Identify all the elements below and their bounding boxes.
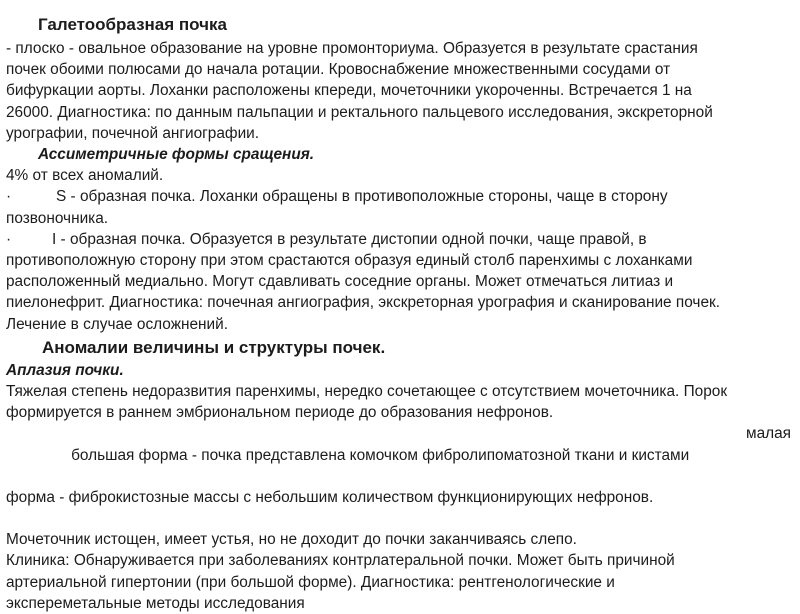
section-heading-anomalies: Аномалии величины и структуры почек.	[42, 337, 386, 357]
text-line: - плоско - овальное образование на уровне промонториума. Образуется в результате срастания	[6, 40, 698, 57]
intro-line: 4% от всех аномалий.	[6, 167, 164, 185]
section1-paragraph	[6, 38, 790, 144]
section-heading-galetoobraznaya: Галетообразная почка	[38, 15, 227, 34]
text-line: формируется в раннем эмбриональном периоде до образования нефронов.	[6, 404, 554, 422]
text-line: позвоночника.	[6, 209, 109, 227]
list-item	[6, 229, 790, 335]
text-line: экспереметальные методы исследования	[6, 594, 305, 612]
text-line: пиелонефрит. Диагностика: почечная ангиография, экскреторная урография и сканирование почек.	[6, 294, 721, 312]
text-line: 26000. Диагностика: по данным пальпации и ректального пальцевого исследования, экскреторной	[6, 103, 713, 121]
text-line: артериальной гипертонии (при большой форме). Диагностика: рентгенологические и	[6, 573, 615, 591]
text-line: противоположную сторону при этом срастаются образуя единый столб паренхимы с лоханками	[6, 252, 693, 270]
list-item	[6, 186, 790, 228]
text-line: бифуркации аорты. Лоханки расположены кпереди, мочеточники укороченны. Встречается 1 на	[6, 82, 692, 100]
forms-right-text: малая	[746, 425, 792, 443]
subheading-aplasia: Аплазия почки.	[6, 361, 124, 379]
list-item-text: S - образная почка. Лоханки обращены в противоположные стороны, чаще в сторону	[56, 188, 668, 206]
text-line: Мочеточник истощен, имеет устья, но не доходит до почки заканчиваясь слепо.	[6, 531, 577, 549]
text-line: расположенный медиально. Могут сдавливать соседние органы. Может отмечаться литиаз и	[6, 273, 674, 291]
subheading-asymmetric-forms: Ассиметричные формы сращения.	[38, 146, 315, 164]
text-line: Лечение в случае осложнений.	[6, 315, 229, 333]
text-line: форма - фиброкистозные массы с небольшим количеством функционирующих нефронов.	[6, 489, 654, 507]
blank-line	[6, 508, 790, 529]
text-line: Тяжелая степень недоразвития паренхимы, нередко сочетающее с отсутствием мочеточника. Порок	[6, 383, 728, 401]
bullet-marker: ·	[6, 188, 12, 206]
forms-line	[6, 423, 790, 487]
text-line: Клиника: Обнаруживается при заболеваниях контрлатеральной почки. Может быть причиной	[6, 552, 675, 570]
text-line: урографии, почечной ангиографии.	[6, 124, 260, 142]
bullet-marker: ·	[6, 230, 12, 248]
text-line: почек обоими полюсами до начала ротации. Кровоснабжение множественными сосудами от	[6, 61, 671, 79]
forms-left-text: большая форма - почка представлена комочком фибролипоматозной ткани и кистами	[71, 446, 690, 464]
list-item-text: I - образная почка. Образуется в результате дистопии одной почки, чаще правой, в	[52, 230, 647, 248]
